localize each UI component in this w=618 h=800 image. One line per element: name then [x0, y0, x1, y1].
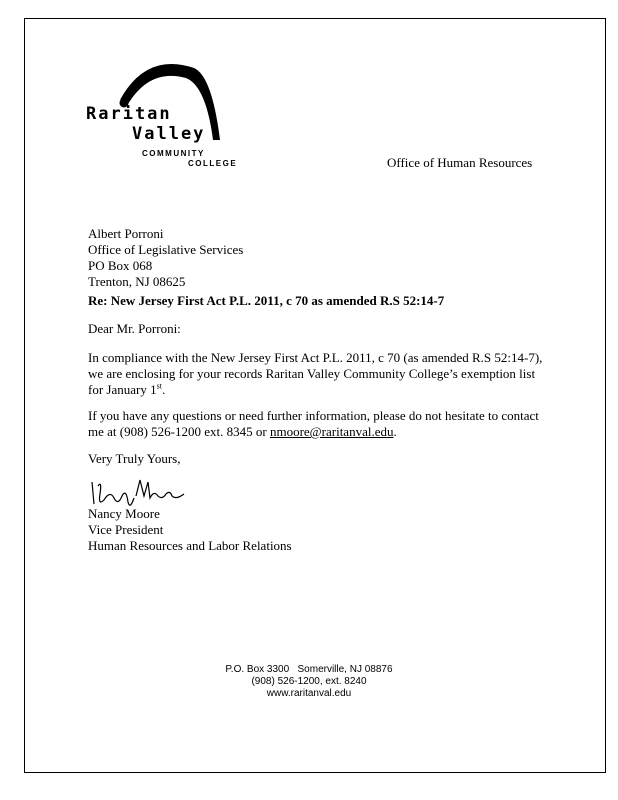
email-link[interactable]: nmoore@raritanval.edu: [269, 424, 394, 439]
closing: Very Truly Yours,: [88, 451, 181, 466]
para2-end: .: [393, 424, 397, 439]
body-paragraph-1: [88, 350, 548, 398]
footer-website: www.raritanval.edu: [266, 688, 352, 699]
footer-line-2: (908) 526-1200, ext. 8240: [251, 676, 367, 687]
para2-text: If you have any questions or need further information, please do not hesitate to contact me at (908) 526-1200 ext. 8345 or: [88, 408, 539, 439]
logo-text-college: COLLEGE: [188, 159, 238, 168]
para1-text: In compliance with the New Jersey First Act P.L. 2011, c 70 (as amended R.S 52:14-7), we are enclosing for your records Raritan Valley Community College’s exemption list for January 1: [88, 350, 543, 397]
footer-line-1: P.O. Box 3300 Somerville, NJ 08876: [225, 664, 393, 675]
logo-text-raritan: Raritan: [86, 104, 172, 124]
recipient-address: [88, 226, 243, 290]
signature-block: [88, 506, 292, 554]
signer-name: Nancy Moore: [88, 506, 160, 521]
recipient-city: Trenton, NJ 08625: [88, 274, 186, 289]
para1-end: .: [161, 382, 166, 397]
office-title: Office of Human Resources: [387, 155, 533, 170]
college-logo: [86, 60, 256, 180]
para1-superscript: st: [156, 381, 162, 391]
greeting: Dear Mr. Porroni:: [88, 321, 181, 336]
signer-title: Vice President: [88, 522, 164, 537]
logo-text-valley: Valley: [132, 124, 206, 144]
recipient-box: PO Box 068: [88, 258, 153, 273]
subject-line: Re: New Jersey First Act P.L. 2011, c 70 as amended R.S 52:14-7: [88, 293, 445, 308]
signer-department: Human Resources and Labor Relations: [88, 538, 292, 553]
body-paragraph-2: [88, 408, 548, 440]
footer-address: [0, 664, 618, 700]
logo-text-community: COMMUNITY: [142, 149, 205, 158]
recipient-name: Albert Porroni: [88, 226, 164, 241]
recipient-office: Office of Legislative Services: [88, 242, 244, 257]
